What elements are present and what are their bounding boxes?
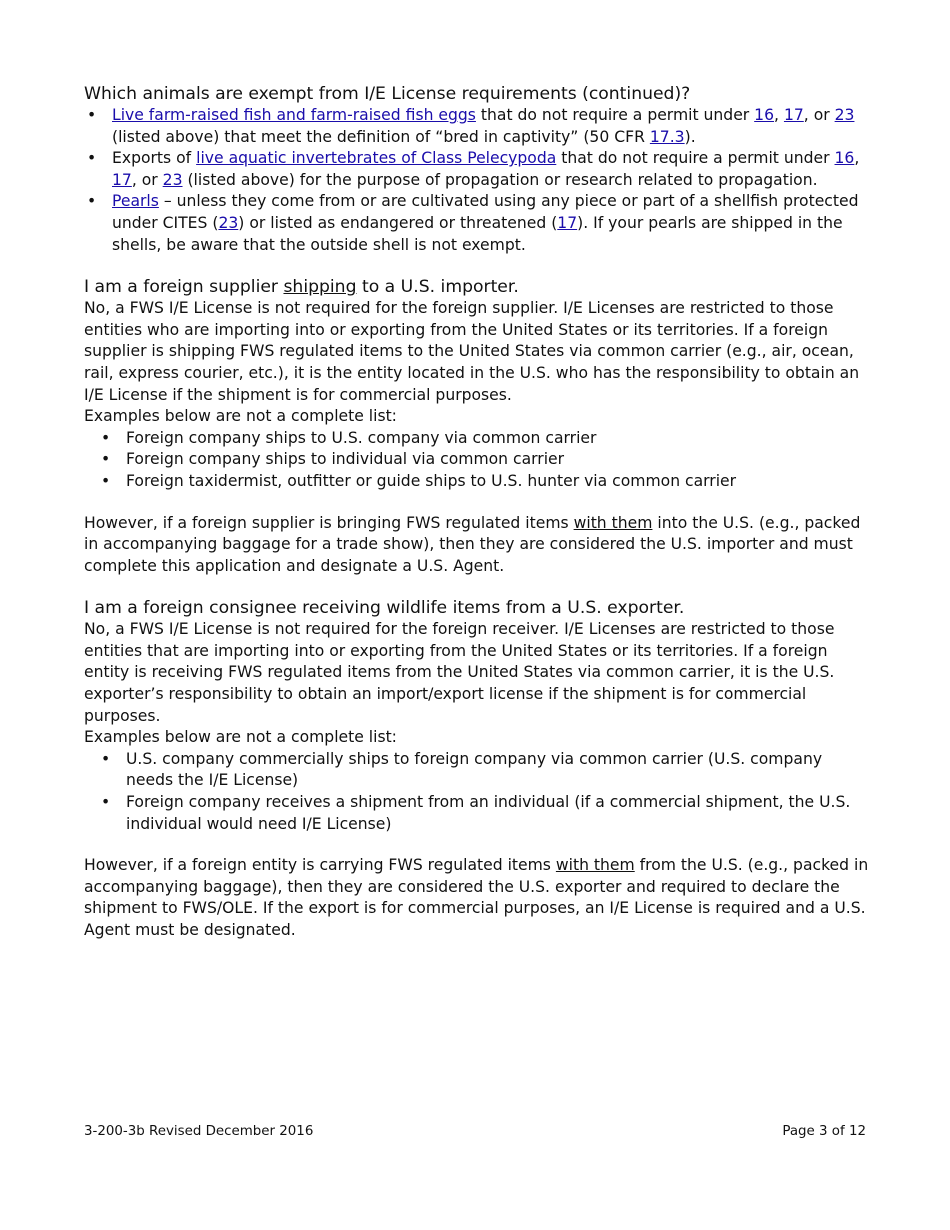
list-item: • Foreign company receives a shipment from an individual (if a commercial shipment, the U.S. individual would need I/E License) [84,792,870,835]
spacer [84,493,870,513]
spacer [84,256,870,276]
consignee-however-paragraph: However, if a foreign entity is carrying FWS regulated items with them from the U.S. (e.g., packed in accompanying baggage), then they are considered the U.S. exporter and required to declare the shipment to FWS/OLE. If the export is for commercial purposes, an I/E License is required and a U.S. Agent must be designated. [84,856,869,939]
supplier-however-paragraph: However, if a foreign supplier is bringing FWS regulated items with them into the U.S. (e.g., packed in accompanying baggage for a trade show), then they are considered the U.S. importer and must complete this application and designate a U.S. Agent. [84,513,861,575]
exempt-item-pelecypoda: • Exports of live aquatic invertebrates of Class Pelecypoda that do not require a permit under 16, 17, or 23 (listed above) for the purpose of propagation or research related to propagation. [84,148,870,191]
ref-23-link[interactable]: 23 [218,213,239,232]
ref-17-3-link[interactable]: 17.3 [649,127,685,146]
document-body [84,83,870,942]
consignee-heading: I am a foreign consignee receiving wildlife items from a U.S. exporter. [84,598,685,619]
pearls-link[interactable]: Pearls [112,192,159,211]
consignee-paragraph: No, a FWS I/E License is not required for the foreign receiver. I/E Licenses are restricted to those entities that are importing into or exporting from the United States or its territories. If a foreign entity is receiving FWS regulated items from the United States via common carrier, it is the U.S. exporter’s responsibility to obtain an import/export license if the shipment is for commercial purposes. [84,620,835,725]
supplier-examples-list [84,428,870,493]
ref-16-link[interactable]: 16 [754,106,775,124]
list-item: • Foreign company ships to individual via common carrier [84,449,870,471]
supplier-examples-label: Examples below are not a complete list: [84,407,397,426]
ref-23-link[interactable]: 23 [162,170,183,189]
supplier-heading: I am a foreign supplier shipping to a U.S. importer. [84,277,519,298]
ref-17-link[interactable]: 17 [783,106,804,124]
page-footer [84,1124,866,1139]
consignee-examples-list [84,749,870,835]
spacer [84,577,870,597]
fish-link[interactable]: Live farm-raised fish and farm-raised fish eggs [112,106,476,124]
exempt-heading: Which animals are exempt from I/E License requirements (continued)? [84,84,691,104]
consignee-examples-label: Examples below are not a complete list: [84,728,397,747]
ref-16-link[interactable]: 16 [834,149,855,168]
list-item: • Foreign company ships to U.S. company via common carrier [84,428,870,450]
pelecypoda-link[interactable]: live aquatic invertebrates of Class Pelecypoda [196,149,557,168]
exempt-item-fish: • Live farm-raised fish and farm-raised fish eggs that do not require a permit under 16, 17, or 23 (listed above) that meet the definition of “bred in captivity” (50 CFR 17.3). [84,105,870,148]
supplier-paragraph: No, a FWS I/E License is not required for the foreign supplier. I/E Licenses are restricted to those entities who are importing into or exporting from the United States or its territories. If a foreign supplier is shipping FWS regulated items to the United States via common carrier (e.g., air, ocean, rail, express courier, etc.), it is the entity located in the U.S. who has the responsibility to obtain an I/E License if the shipment is for commercial purposes. [84,299,860,404]
form-revision: 3-200-3b Revised December 2016 [84,1124,314,1139]
list-item: • U.S. company commercially ships to foreign company via common carrier (U.S. company needs the I/E License) [84,749,870,792]
exempt-list [84,105,870,256]
ref-17-link[interactable]: 17 [112,170,132,189]
spacer [84,835,870,855]
ref-23-link[interactable]: 23 [834,106,855,124]
exempt-item-pearls: • Pearls – unless they come from or are cultivated using any piece or part of a shellfish protected under CITES (23) or listed as endangered or threatened (17). If your pearls are shipped in the shells, be aware that the outside shell is not exempt. [84,191,870,256]
list-item: • Foreign taxidermist, outfitter or guide ships to U.S. hunter via common carrier [84,471,870,493]
page-number: Page 3 of 12 [782,1124,866,1139]
ref-17-link[interactable]: 17 [557,213,578,232]
